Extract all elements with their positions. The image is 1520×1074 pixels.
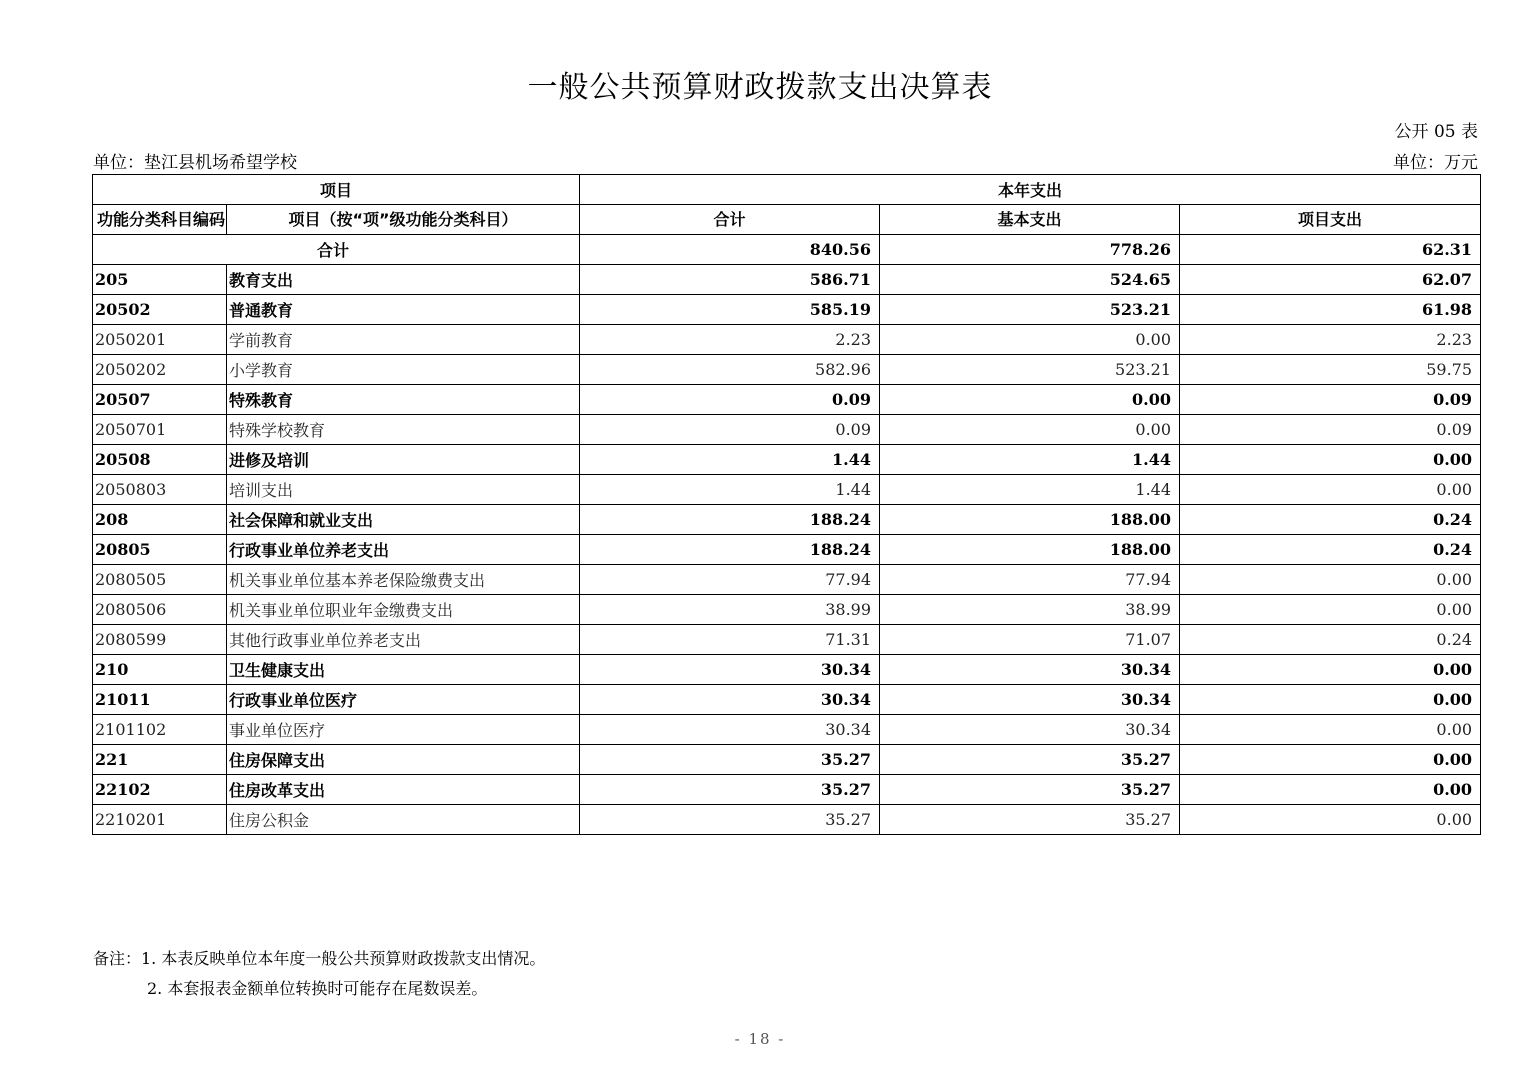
cell-code: 221 <box>93 745 227 775</box>
table-row <box>93 565 1481 595</box>
table-row <box>93 805 1481 835</box>
cell-code: 22102 <box>93 775 227 805</box>
cell-project: 0.00 <box>1180 805 1481 835</box>
table-row <box>93 265 1481 295</box>
table-row <box>93 745 1481 775</box>
cell-project: 0.24 <box>1180 625 1481 655</box>
cell-name: 事业单位医疗 <box>227 715 580 745</box>
cell-basic: 30.34 <box>880 715 1180 745</box>
total-basic: 778.26 <box>880 235 1180 265</box>
header-project-group: 项目 <box>93 175 580 205</box>
cell-code: 208 <box>93 505 227 535</box>
cell-project: 0.00 <box>1180 745 1481 775</box>
cell-name: 特殊学校教育 <box>227 415 580 445</box>
cell-total: 35.27 <box>580 805 880 835</box>
cell-basic: 35.27 <box>880 775 1180 805</box>
cell-project: 0.00 <box>1180 715 1481 745</box>
cell-project: 0.24 <box>1180 505 1481 535</box>
cell-total: 582.96 <box>580 355 880 385</box>
expenditure-table <box>92 174 1481 835</box>
total-total: 840.56 <box>580 235 880 265</box>
cell-project: 0.00 <box>1180 475 1481 505</box>
cell-name: 行政事业单位养老支出 <box>227 535 580 565</box>
cell-basic: 30.34 <box>880 685 1180 715</box>
total-project: 62.31 <box>1180 235 1481 265</box>
table-row <box>93 445 1481 475</box>
cell-basic: 1.44 <box>880 445 1180 475</box>
cell-name: 行政事业单位医疗 <box>227 685 580 715</box>
note-2: 2. 本套报表金额单位转换时可能存在尾数误差。 <box>147 979 488 998</box>
cell-name: 社会保障和就业支出 <box>227 505 580 535</box>
cell-total: 71.31 <box>580 625 880 655</box>
cell-total: 1.44 <box>580 445 880 475</box>
cell-project: 0.00 <box>1180 775 1481 805</box>
table-row <box>93 415 1481 445</box>
table-row <box>93 385 1481 415</box>
cell-project: 0.00 <box>1180 655 1481 685</box>
cell-name: 培训支出 <box>227 475 580 505</box>
cell-basic: 523.21 <box>880 295 1180 325</box>
cell-basic: 35.27 <box>880 745 1180 775</box>
cell-code: 2210201 <box>93 805 227 835</box>
cell-code: 2050701 <box>93 415 227 445</box>
page-number: - 18 - <box>734 1030 786 1048</box>
cell-total: 585.19 <box>580 295 880 325</box>
header-total: 合计 <box>580 205 880 235</box>
cell-code: 2080506 <box>93 595 227 625</box>
cell-basic: 1.44 <box>880 475 1180 505</box>
header-project: 项目支出 <box>1180 205 1481 235</box>
cell-basic: 35.27 <box>880 805 1180 835</box>
cell-code: 20805 <box>93 535 227 565</box>
cell-total: 35.27 <box>580 775 880 805</box>
cell-total: 188.24 <box>580 505 880 535</box>
cell-total: 1.44 <box>580 475 880 505</box>
header-code: 功能分类科目编码 <box>93 205 227 235</box>
cell-code: 2101102 <box>93 715 227 745</box>
cell-name: 学前教育 <box>227 325 580 355</box>
cell-basic: 30.34 <box>880 655 1180 685</box>
table-row <box>93 295 1481 325</box>
cell-name: 住房保障支出 <box>227 745 580 775</box>
table-row <box>93 535 1481 565</box>
unit-organization: 单位：垫江县机场希望学校 <box>93 153 297 173</box>
cell-basic: 77.94 <box>880 565 1180 595</box>
cell-project: 62.07 <box>1180 265 1481 295</box>
cell-project: 59.75 <box>1180 355 1481 385</box>
cell-code: 2050803 <box>93 475 227 505</box>
cell-basic: 188.00 <box>880 535 1180 565</box>
table-row <box>93 655 1481 685</box>
total-row <box>93 235 1481 265</box>
cell-total: 0.09 <box>580 415 880 445</box>
cell-total: 35.27 <box>580 745 880 775</box>
cell-total: 30.34 <box>580 655 880 685</box>
cell-code: 2080505 <box>93 565 227 595</box>
cell-total: 2.23 <box>580 325 880 355</box>
notes <box>93 944 545 1004</box>
table-row <box>93 355 1481 385</box>
total-label: 合计 <box>93 235 580 265</box>
note-1: 备注：1. 本表反映单位本年度一般公共预算财政拨款支出情况。 <box>93 949 546 968</box>
table-row <box>93 775 1481 805</box>
cell-basic: 0.00 <box>880 385 1180 415</box>
cell-basic: 0.00 <box>880 325 1180 355</box>
form-number: 公开 05 表 <box>1394 122 1478 142</box>
cell-name: 其他行政事业单位养老支出 <box>227 625 580 655</box>
table-row <box>93 475 1481 505</box>
cell-code: 2050202 <box>93 355 227 385</box>
cell-basic: 523.21 <box>880 355 1180 385</box>
cell-total: 77.94 <box>580 565 880 595</box>
cell-project: 0.00 <box>1180 595 1481 625</box>
cell-name: 普通教育 <box>227 295 580 325</box>
cell-code: 2080599 <box>93 625 227 655</box>
table-row <box>93 685 1481 715</box>
header-expense-group: 本年支出 <box>580 175 1481 205</box>
cell-project: 2.23 <box>1180 325 1481 355</box>
unit-currency: 单位：万元 <box>1393 153 1478 173</box>
header-basic: 基本支出 <box>880 205 1180 235</box>
cell-code: 20502 <box>93 295 227 325</box>
cell-name: 教育支出 <box>227 265 580 295</box>
cell-project: 0.24 <box>1180 535 1481 565</box>
cell-basic: 38.99 <box>880 595 1180 625</box>
cell-code: 20507 <box>93 385 227 415</box>
cell-total: 30.34 <box>580 685 880 715</box>
cell-total: 38.99 <box>580 595 880 625</box>
cell-total: 0.09 <box>580 385 880 415</box>
cell-total: 586.71 <box>580 265 880 295</box>
header-name: 项目（按“项”级功能分类科目） <box>227 205 580 235</box>
cell-project: 0.00 <box>1180 565 1481 595</box>
cell-basic: 524.65 <box>880 265 1180 295</box>
cell-code: 20508 <box>93 445 227 475</box>
page-title: 一般公共预算财政拨款支出决算表 <box>527 70 993 105</box>
cell-total: 30.34 <box>580 715 880 745</box>
cell-basic: 0.00 <box>880 415 1180 445</box>
cell-code: 2050201 <box>93 325 227 355</box>
cell-code: 210 <box>93 655 227 685</box>
cell-project: 0.00 <box>1180 445 1481 475</box>
table-row <box>93 715 1481 745</box>
cell-name: 住房改革支出 <box>227 775 580 805</box>
cell-name: 机关事业单位基本养老保险缴费支出 <box>227 565 580 595</box>
table-row <box>93 505 1481 535</box>
cell-name: 卫生健康支出 <box>227 655 580 685</box>
table-row <box>93 625 1481 655</box>
cell-code: 205 <box>93 265 227 295</box>
cell-basic: 188.00 <box>880 505 1180 535</box>
cell-name: 住房公积金 <box>227 805 580 835</box>
cell-project: 0.09 <box>1180 385 1481 415</box>
cell-name: 机关事业单位职业年金缴费支出 <box>227 595 580 625</box>
cell-project: 0.00 <box>1180 685 1481 715</box>
cell-basic: 71.07 <box>880 625 1180 655</box>
cell-name: 特殊教育 <box>227 385 580 415</box>
cell-name: 进修及培训 <box>227 445 580 475</box>
cell-project: 0.09 <box>1180 415 1481 445</box>
cell-total: 188.24 <box>580 535 880 565</box>
cell-project: 61.98 <box>1180 295 1481 325</box>
cell-name: 小学教育 <box>227 355 580 385</box>
table-row <box>93 325 1481 355</box>
table-row <box>93 595 1481 625</box>
cell-code: 21011 <box>93 685 227 715</box>
